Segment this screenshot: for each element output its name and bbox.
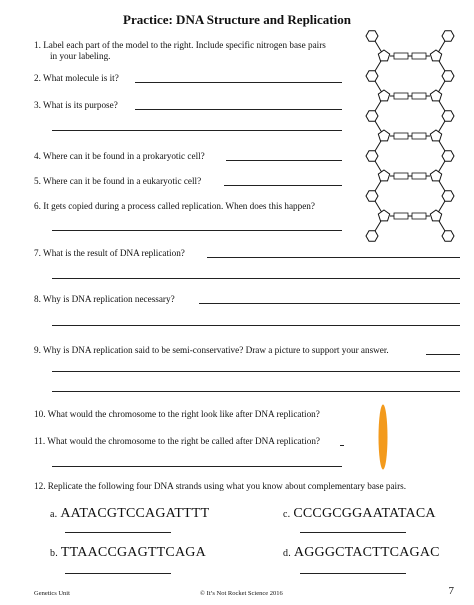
base-left xyxy=(394,93,408,99)
phosphate-right xyxy=(442,71,454,81)
question-3: 3. What is its purpose? xyxy=(34,100,118,110)
phosphate-right xyxy=(442,111,454,121)
footer-copyright: © It’s Not Rocket Science 2016 xyxy=(200,590,283,597)
phosphate-left xyxy=(366,71,378,81)
strand-c xyxy=(283,506,436,522)
phosphate-left xyxy=(366,191,378,201)
sugar-right xyxy=(430,170,441,181)
page-title: Practice: DNA Structure and Replication xyxy=(123,12,351,27)
strand-a-sequence: AATACGTCCAGATTTT xyxy=(60,506,210,521)
strand-a xyxy=(50,506,209,522)
answer-line-2[interactable] xyxy=(135,82,342,83)
phosphate-left xyxy=(366,31,378,41)
answer-line-7b[interactable] xyxy=(52,278,460,279)
strand-b-sequence: TTAACCGAGTTCAGA xyxy=(60,545,206,560)
base-left xyxy=(394,213,408,219)
phosphate-right xyxy=(442,151,454,161)
base-right xyxy=(412,133,426,139)
question-9: 9. Why is DNA replication said to be semi-conservative? Draw a picture to support your answer. xyxy=(34,345,389,355)
answer-line-6[interactable] xyxy=(52,230,342,231)
phosphate-right xyxy=(442,231,454,241)
base-right xyxy=(412,173,426,179)
answer-line-5[interactable] xyxy=(224,185,342,186)
strand-d xyxy=(283,545,440,561)
answer-line-8b[interactable] xyxy=(52,325,460,326)
phosphate-right xyxy=(442,31,454,41)
answer-line-strand-c[interactable] xyxy=(300,532,406,533)
sugar-left xyxy=(378,210,389,221)
sugar-right xyxy=(430,210,441,221)
sugar-left xyxy=(378,50,389,61)
dna-model-diagram xyxy=(360,28,460,248)
chromosome-shape xyxy=(379,405,388,470)
question-8: 8. Why is DNA replication necessary? xyxy=(34,294,175,304)
question-1-line-1: 1. Label each part of the model to the right. Include specific nitrogen base pairs xyxy=(34,40,326,50)
strand-d-label: d. xyxy=(283,548,291,559)
strand-d-sequence: AGGGCTACTTCAGAC xyxy=(293,545,440,560)
question-4: 4. Where can it be found in a prokaryotic cell? xyxy=(34,151,205,161)
strand-a-label: a. xyxy=(50,509,58,520)
chromosome-drawing xyxy=(378,404,388,470)
strand-b-label: b. xyxy=(50,548,58,559)
phosphate-left xyxy=(366,111,378,121)
question-1-line-2: in your labeling. xyxy=(50,51,111,61)
phosphate-left xyxy=(366,231,378,241)
answer-line-9a[interactable] xyxy=(426,354,460,355)
question-7: 7. What is the result of DNA replication? xyxy=(34,248,185,258)
answer-line-strand-d[interactable] xyxy=(300,573,406,574)
answer-line-9c[interactable] xyxy=(52,391,460,392)
answer-line-8a[interactable] xyxy=(199,303,460,304)
base-right xyxy=(412,93,426,99)
sugar-left xyxy=(378,170,389,181)
question-12: 12. Replicate the following four DNA strands using what you know about complementary base pairs. xyxy=(34,481,407,491)
answer-line-3b[interactable] xyxy=(52,130,342,131)
base-right xyxy=(412,53,426,59)
page-number: 7 xyxy=(448,585,454,597)
sugar-right xyxy=(430,50,441,61)
question-6: 6. It gets copied during a process called replication. When does this happen? xyxy=(34,201,315,211)
answer-line-strand-a[interactable] xyxy=(65,532,171,533)
sugar-left xyxy=(378,130,389,141)
base-right xyxy=(412,213,426,219)
answer-line-9b[interactable] xyxy=(52,371,460,372)
sugar-right xyxy=(430,130,441,141)
footer-unit: Genetics Unit xyxy=(34,590,70,597)
sugar-right xyxy=(430,90,441,101)
answer-line-3a[interactable] xyxy=(135,109,342,110)
phosphate-left xyxy=(366,151,378,161)
answer-line-11b[interactable] xyxy=(52,466,342,467)
strand-b xyxy=(50,545,206,561)
base-left xyxy=(394,173,408,179)
answer-line-4[interactable] xyxy=(226,160,342,161)
question-10: 10. What would the chromosome to the right look like after DNA replication? xyxy=(34,409,320,419)
phosphate-right xyxy=(442,191,454,201)
answer-line-11a[interactable] xyxy=(340,445,344,446)
base-left xyxy=(394,53,408,59)
sugar-left xyxy=(378,90,389,101)
base-left xyxy=(394,133,408,139)
question-11: 11. What would the chromosome to the right be called after DNA replication? xyxy=(34,436,320,446)
strand-c-label: c. xyxy=(283,509,291,520)
question-2: 2. What molecule is it? xyxy=(34,73,119,83)
answer-line-7a[interactable] xyxy=(207,257,460,258)
question-5: 5. Where can it be found in a eukaryotic cell? xyxy=(34,176,202,186)
answer-line-strand-b[interactable] xyxy=(65,573,171,574)
strand-c-sequence: CCCGCGGAATATACA xyxy=(293,506,436,521)
